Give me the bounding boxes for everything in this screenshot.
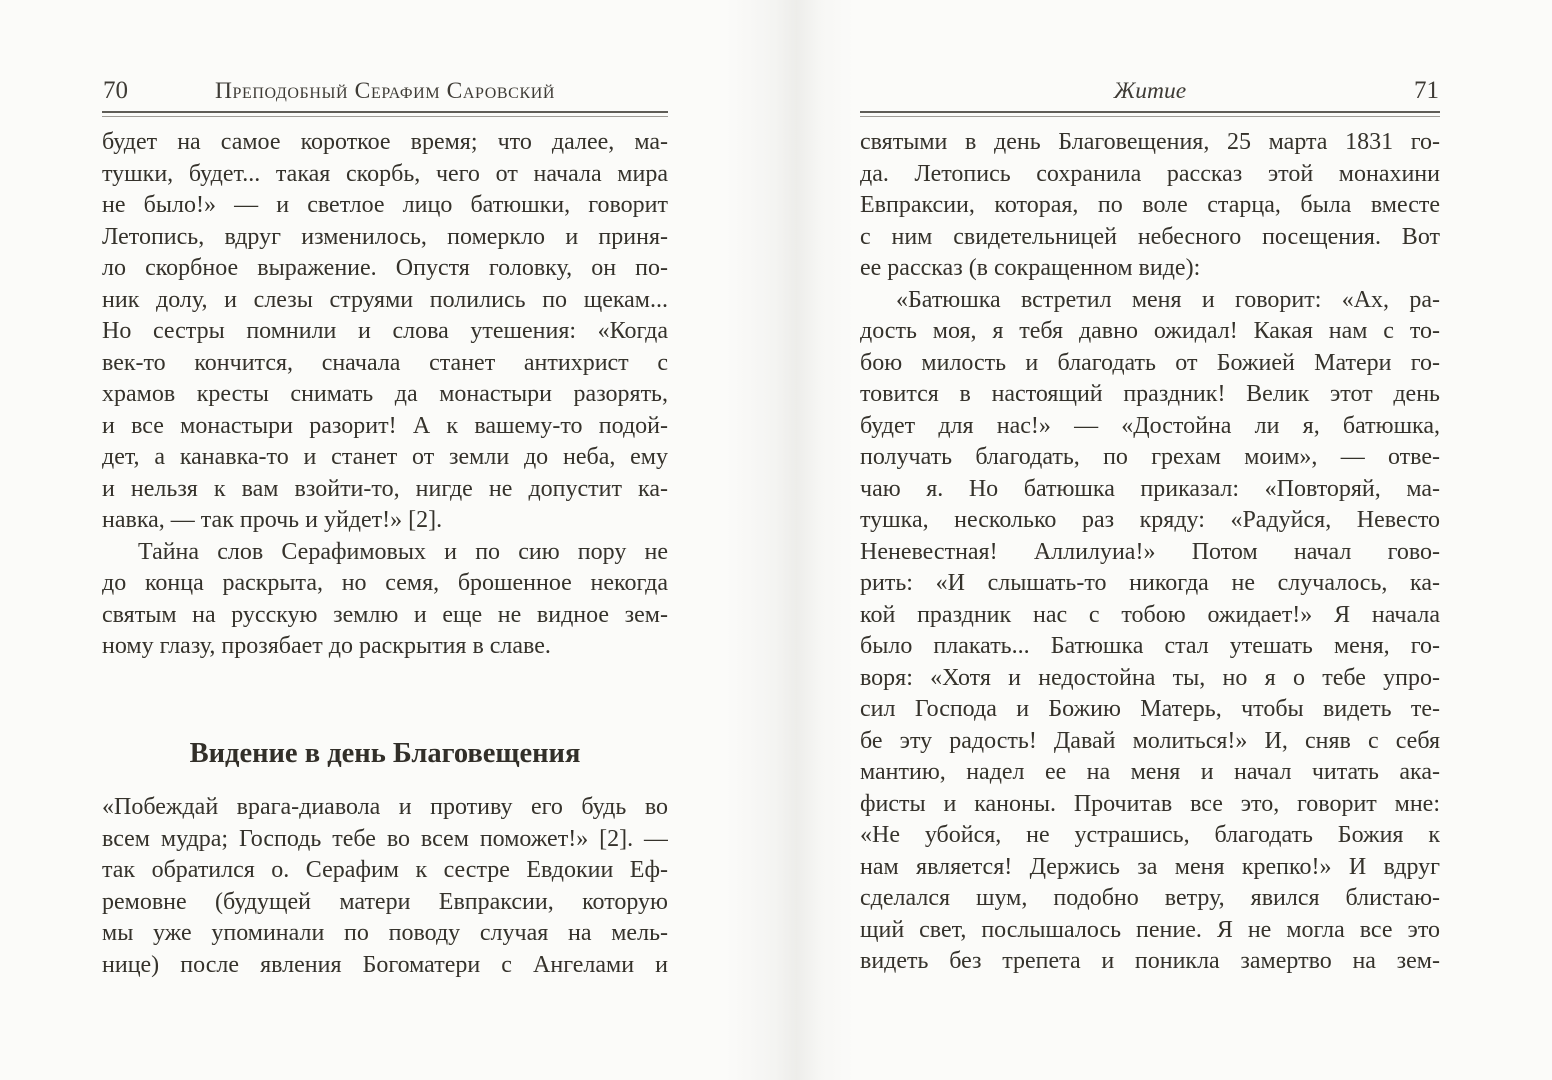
left-text-block-1 [102,127,668,663]
text-line: рить: «И слышать-то никогда не случалось, ка- [860,570,1440,596]
right-page-number: 71 [1414,77,1439,104]
text-line: товится в настоящий праздник! Велик этот день [860,381,1440,407]
text-line: мантию, надел ее на меня и начал читать ака- [860,759,1440,785]
text-line: Но сестры помнили и слова утешения: «Когда [102,318,668,344]
right-text-block [860,127,1440,978]
right-header-rule [860,111,1440,117]
text-line: Неневестная! Аллилуиа!» Потом начал гово- [860,538,1440,565]
text-line: воря: «Хотя и недостойна ты, но я о тебе упро- [860,664,1440,691]
text-line: храмов кресты снимать да монастыри разорять, [102,381,668,407]
text-line: да. Летопись сохранила рассказ этой монахини [860,160,1440,187]
left-running-title: Преподобный Серафим Саровский [214,78,556,104]
left-page [102,0,668,1080]
text-line: «Не убойся, не устрашись, благодать Божия к [860,822,1440,848]
text-line: ремовне (будущей матери Евпраксии, которую [102,888,668,915]
right-running-head [860,76,1440,108]
text-line: щий свет, послышалось пение. Я не могла все это [860,916,1440,943]
text-line: не было!» — и светлое лицо батюшки, говорит [102,192,668,218]
text-line: мы уже упоминали по поводу случая на мель- [102,920,668,946]
section-heading: Видение в день Благовещения [189,738,581,769]
text-line: бою милость и благодать от Божией Матери го- [860,349,1440,376]
text-line: фисты и каноны. Прочитав все это, говорит мне: [860,790,1440,817]
text-line: святыми в день Благовещения, 25 марта 1831 го- [860,129,1440,155]
text-line: получать благодать, по грехам моим», — отве- [860,444,1440,470]
text-line: и все монастыри разорит! А к вашему-то подой- [102,412,668,439]
text-line: и нельзя к вам взойти-то, нигде не допустит ка- [102,475,668,502]
text-line: навка, — так прочь и уйдет!» [2]. [102,507,443,533]
text-line: «Побеждай врага-диавола и противу его будь во [102,794,668,820]
text-line: будет на самое короткое время; что далее, ма- [102,129,668,155]
text-line: сил Господа и Божию Матерь, чтобы видеть те- [860,696,1440,722]
text-line: тушки, будет... такая скорбь, чего от начала мира [102,160,668,187]
text-line: тушка, несколько раз кряду: «Радуйся, Невесто [860,507,1440,533]
text-line: Летопись, вдруг изменилось, померкло и приня- [102,223,668,250]
text-line: было плакать... Батюшка стал утешать меня, го- [860,633,1440,659]
text-line: до конца раскрыта, но семя, брошенное некогда [102,570,668,596]
text-line: ному глазу, прозябает до раскрытия в славе. [102,633,551,659]
text-line: сделался шум, подобно ветру, явился блистаю- [860,885,1440,911]
text-line: будет для нас!» — «Достойна ли я, батюшка, [860,412,1440,439]
text-line: ее рассказ (в сокращенном виде): [860,255,1201,281]
text-line: ник долу, и слезы струями полились по щекам... [102,286,668,313]
text-line: нам является! Держись за меня крепко!» И вдруг [860,853,1440,880]
text-line: Тайна слов Серафимовых и по сию пору не [138,538,668,565]
gutter-shadow [726,0,854,1080]
text-line: бе эту радость! Давай молиться!» И, сняв с себя [860,727,1440,754]
left-text-block-2 [102,792,668,981]
text-line: дость моя, я тебя давно ожидал! Какая нам с то- [860,318,1440,344]
text-line: чаю я. Но батюшка приказал: «Повторяй, ма- [860,475,1440,502]
text-line: нице) после явления Богоматери с Ангелами и [102,951,668,978]
text-line: ло скорбное выражение. Опустя головку, он по- [102,255,668,281]
text-line: дет, а канавка-то и станет от земли до неба, ему [102,444,668,470]
text-line: видеть без трепета и поникла замертво на зем- [860,948,1440,974]
right-running-title: Житие [1113,78,1187,104]
text-line: всем мудра; Господь тебе во всем поможет!» [2]. — [102,825,668,852]
text-line: Евпраксии, которая, по воле старца, была вместе [860,192,1440,218]
right-page [860,0,1440,1080]
text-line: так обратился о. Серафим к сестре Евдокии Еф- [102,857,668,883]
text-line: кой праздник нас с тобою ожидает!» Я начала [860,601,1440,628]
left-running-head [102,76,668,108]
text-line: святым на русскую землю и еще не видное зем- [102,601,668,628]
text-line: с ним свидетельницей небесного посещения. Вот [860,223,1440,250]
text-line: «Батюшка встретил меня и говорит: «Ах, ра- [896,286,1440,313]
left-page-number: 70 [103,77,128,104]
text-line: век-то кончится, сначала станет антихрист с [102,349,668,376]
left-header-rule [102,111,668,117]
